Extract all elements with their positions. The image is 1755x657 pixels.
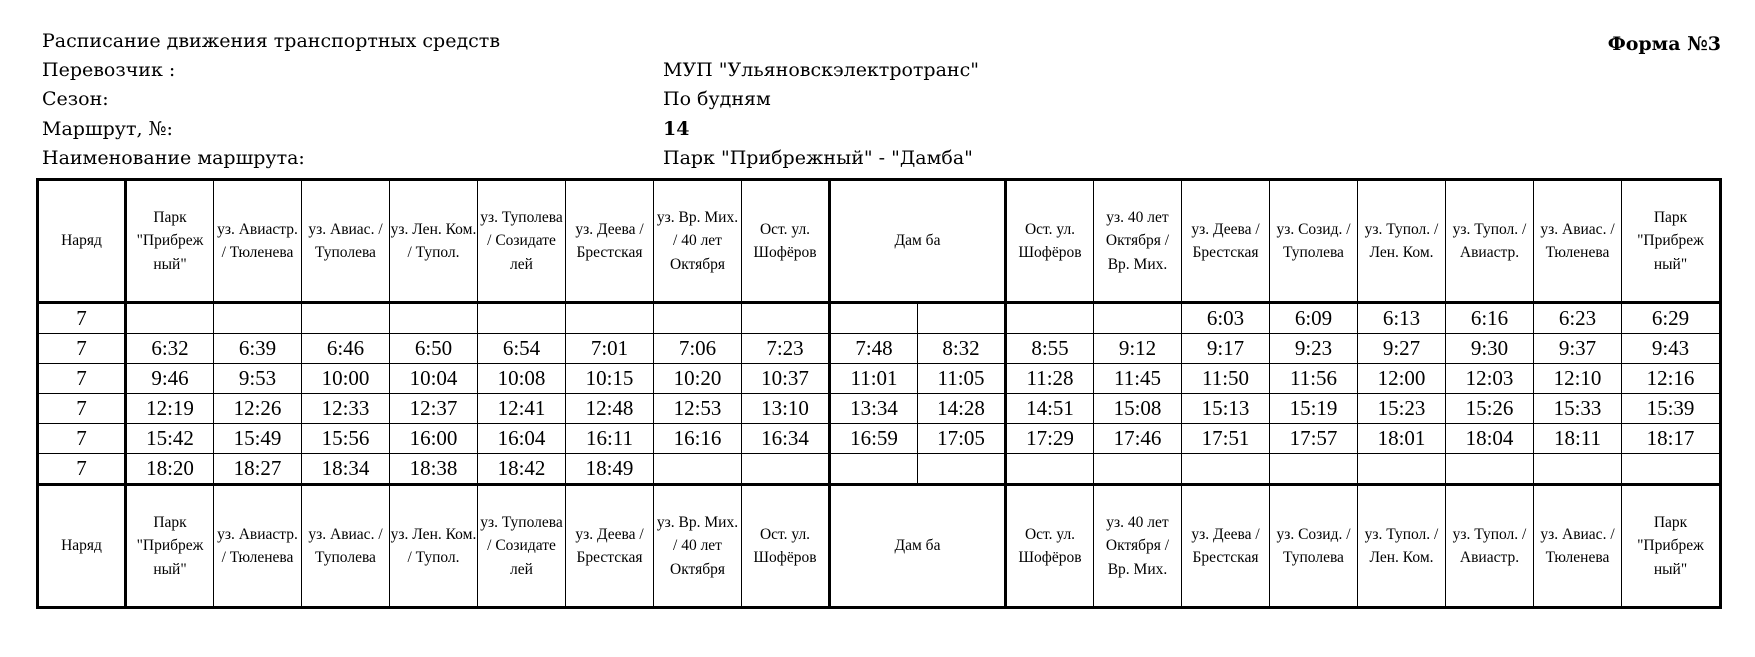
col-avias-tyuleneva-bottom: уз. Авиас. / Тюленева xyxy=(1534,485,1622,608)
col-park-bottom: Парк "Прибреж ный" xyxy=(126,485,214,608)
col-avias-tupoleva: уз. Авиас. / Туполева xyxy=(302,180,390,303)
time-cell xyxy=(566,303,654,334)
carrier-value: МУП "Ульяновскэлектротранс" xyxy=(663,59,979,81)
col-ost-shoferov-2: Ост. ул. Шофёров xyxy=(1006,180,1094,303)
time-cell: 16:59 xyxy=(830,424,918,454)
time-cell: 6:50 xyxy=(390,334,478,364)
time-cell: 11:01 xyxy=(830,364,918,394)
time-cell: 15:39 xyxy=(1622,394,1721,424)
time-cell: 15:19 xyxy=(1270,394,1358,424)
col-sozid-tupoleva-bottom: уз. Созид. / Туполева xyxy=(1270,485,1358,608)
time-cell: 9:43 xyxy=(1622,334,1721,364)
col-tupol-len-kom-bottom: уз. Тупол. / Лен. Ком. xyxy=(1358,485,1446,608)
col-vr-mih-40-let-bottom: уз. Вр. Мих. / 40 лет Октября xyxy=(654,485,742,608)
time-cell: 18:20 xyxy=(126,454,214,485)
time-cell xyxy=(1446,454,1534,485)
col-tupoleva-sozidateley: уз. Туполева / Созидате лей xyxy=(478,180,566,303)
time-cell: 9:12 xyxy=(1094,334,1182,364)
time-cell xyxy=(390,303,478,334)
time-cell xyxy=(918,454,1006,485)
time-cell: 18:34 xyxy=(302,454,390,485)
time-cell xyxy=(742,303,830,334)
time-cell: 6:13 xyxy=(1358,303,1446,334)
time-cell: 13:34 xyxy=(830,394,918,424)
narad-cell: 7 xyxy=(38,334,126,364)
col-aviastr-tyuleneva: уз. Авиастр. / Тюленева xyxy=(214,180,302,303)
time-cell: 9:17 xyxy=(1182,334,1270,364)
time-cell: 17:57 xyxy=(1270,424,1358,454)
time-cell: 14:51 xyxy=(1006,394,1094,424)
table-row xyxy=(38,334,1721,364)
time-cell: 6:09 xyxy=(1270,303,1358,334)
time-cell: 11:28 xyxy=(1006,364,1094,394)
time-cell: 15:56 xyxy=(302,424,390,454)
time-cell: 10:20 xyxy=(654,364,742,394)
time-cell xyxy=(654,303,742,334)
time-cell: 18:49 xyxy=(566,454,654,485)
time-cell: 18:27 xyxy=(214,454,302,485)
time-cell: 12:41 xyxy=(478,394,566,424)
time-cell: 11:50 xyxy=(1182,364,1270,394)
time-cell: 10:08 xyxy=(478,364,566,394)
table-footer-header-row xyxy=(38,485,1721,608)
time-cell: 15:42 xyxy=(126,424,214,454)
narad-cell: 7 xyxy=(38,303,126,334)
time-cell: 12:19 xyxy=(126,394,214,424)
time-cell: 16:16 xyxy=(654,424,742,454)
time-cell xyxy=(1006,454,1094,485)
time-cell: 17:05 xyxy=(918,424,1006,454)
time-cell: 14:28 xyxy=(918,394,1006,424)
time-cell: 8:32 xyxy=(918,334,1006,364)
col-tupol-aviastr: уз. Тупол. / Авиастр. xyxy=(1446,180,1534,303)
schedule-table xyxy=(36,178,1722,609)
col-40-let-vr-mih: уз. 40 лет Октября / Вр. Мих. xyxy=(1094,180,1182,303)
time-cell: 7:23 xyxy=(742,334,830,364)
time-cell: 8:55 xyxy=(1006,334,1094,364)
col-ost-shoferov-2-bottom: Ост. ул. Шофёров xyxy=(1006,485,1094,608)
time-cell: 11:56 xyxy=(1270,364,1358,394)
time-cell: 12:16 xyxy=(1622,364,1721,394)
time-cell: 12:37 xyxy=(390,394,478,424)
col-ost-shoferov: Ост. ул. Шофёров xyxy=(742,180,830,303)
time-cell: 18:04 xyxy=(1446,424,1534,454)
narad-cell: 7 xyxy=(38,394,126,424)
time-cell: 16:11 xyxy=(566,424,654,454)
time-cell: 6:29 xyxy=(1622,303,1721,334)
time-cell: 11:45 xyxy=(1094,364,1182,394)
time-cell: 12:10 xyxy=(1534,364,1622,394)
col-tupoleva-sozidateley-bottom: уз. Туполева / Созидате лей xyxy=(478,485,566,608)
time-cell: 18:38 xyxy=(390,454,478,485)
col-park-2: Парк "Прибреж ный" xyxy=(1622,180,1721,303)
table-row xyxy=(38,303,1721,334)
col-len-kom-tupol: уз. Лен. Ком. / Тупол. xyxy=(390,180,478,303)
time-cell: 10:00 xyxy=(302,364,390,394)
table-row xyxy=(38,394,1721,424)
time-cell xyxy=(654,454,742,485)
route-value: 14 xyxy=(663,118,690,140)
table-header-row xyxy=(38,180,1721,303)
narad-cell: 7 xyxy=(38,424,126,454)
col-damba-bottom: Дам ба xyxy=(830,485,1006,608)
route-name-value: Парк "Прибрежный" - "Дамба" xyxy=(663,147,973,169)
time-cell: 7:48 xyxy=(830,334,918,364)
time-cell xyxy=(478,303,566,334)
col-sozid-tupoleva: уз. Созид. / Туполева xyxy=(1270,180,1358,303)
form-number: Форма №3 xyxy=(1607,33,1721,55)
col-deeva-brestskaya-2: уз. Деева / Брестская xyxy=(1182,180,1270,303)
col-tupol-len-kom: уз. Тупол. / Лен. Ком. xyxy=(1358,180,1446,303)
schedule-title: Расписание движения транспортных средств xyxy=(42,30,501,52)
time-cell xyxy=(1094,303,1182,334)
time-cell: 7:06 xyxy=(654,334,742,364)
time-cell xyxy=(1006,303,1094,334)
col-aviastr-tyuleneva-bottom: уз. Авиастр. / Тюленева xyxy=(214,485,302,608)
time-cell: 6:16 xyxy=(1446,303,1534,334)
time-cell: 18:42 xyxy=(478,454,566,485)
col-narad: Наряд xyxy=(38,180,126,303)
season-value: По будням xyxy=(663,88,771,110)
col-vr-mih-40-let: уз. Вр. Мих. / 40 лет Октября xyxy=(654,180,742,303)
time-cell: 6:46 xyxy=(302,334,390,364)
narad-cell: 7 xyxy=(38,454,126,485)
time-cell: 9:37 xyxy=(1534,334,1622,364)
col-park-2-bottom: Парк "Прибреж ный" xyxy=(1622,485,1721,608)
time-cell: 6:54 xyxy=(478,334,566,364)
table-row xyxy=(38,454,1721,485)
time-cell: 9:53 xyxy=(214,364,302,394)
time-cell xyxy=(918,303,1006,334)
time-cell: 18:17 xyxy=(1622,424,1721,454)
time-cell: 12:26 xyxy=(214,394,302,424)
col-deeva-brestskaya-bottom: уз. Деева / Брестская xyxy=(566,485,654,608)
col-ost-shoferov-bottom: Ост. ул. Шофёров xyxy=(742,485,830,608)
time-cell: 12:33 xyxy=(302,394,390,424)
time-cell: 12:03 xyxy=(1446,364,1534,394)
time-cell: 9:46 xyxy=(126,364,214,394)
time-cell xyxy=(1534,454,1622,485)
col-tupol-aviastr-bottom: уз. Тупол. / Авиастр. xyxy=(1446,485,1534,608)
time-cell xyxy=(302,303,390,334)
time-cell: 9:30 xyxy=(1446,334,1534,364)
time-cell: 12:53 xyxy=(654,394,742,424)
col-deeva-brestskaya-2-bottom: уз. Деева / Брестская xyxy=(1182,485,1270,608)
time-cell: 9:23 xyxy=(1270,334,1358,364)
time-cell: 13:10 xyxy=(742,394,830,424)
time-cell: 16:04 xyxy=(478,424,566,454)
time-cell: 10:04 xyxy=(390,364,478,394)
carrier-label: Перевозчик : xyxy=(42,59,176,81)
time-cell: 18:11 xyxy=(1534,424,1622,454)
time-cell xyxy=(214,303,302,334)
time-cell: 15:13 xyxy=(1182,394,1270,424)
time-cell xyxy=(742,454,830,485)
col-avias-tyuleneva: уз. Авиас. / Тюленева xyxy=(1534,180,1622,303)
narad-cell: 7 xyxy=(38,364,126,394)
table-row xyxy=(38,364,1721,394)
time-cell: 12:48 xyxy=(566,394,654,424)
time-cell: 18:01 xyxy=(1358,424,1446,454)
time-cell: 11:05 xyxy=(918,364,1006,394)
time-cell: 6:23 xyxy=(1534,303,1622,334)
col-deeva-brestskaya: уз. Деева / Брестская xyxy=(566,180,654,303)
col-40-let-vr-mih-bottom: уз. 40 лет Октября / Вр. Мих. xyxy=(1094,485,1182,608)
time-cell: 6:32 xyxy=(126,334,214,364)
col-damba: Дам ба xyxy=(830,180,1006,303)
time-cell: 17:46 xyxy=(1094,424,1182,454)
time-cell xyxy=(1270,454,1358,485)
time-cell xyxy=(126,303,214,334)
time-cell xyxy=(830,454,918,485)
time-cell: 7:01 xyxy=(566,334,654,364)
time-cell: 16:00 xyxy=(390,424,478,454)
time-cell: 10:15 xyxy=(566,364,654,394)
time-cell: 17:29 xyxy=(1006,424,1094,454)
route-name-label: Наименование маршрута: xyxy=(42,147,305,169)
col-len-kom-tupol-bottom: уз. Лен. Ком. / Тупол. xyxy=(390,485,478,608)
route-label: Маршрут, №: xyxy=(42,118,173,140)
season-label: Сезон: xyxy=(42,88,109,110)
time-cell xyxy=(1358,454,1446,485)
col-park: Парк "Прибреж ный" xyxy=(126,180,214,303)
time-cell: 15:49 xyxy=(214,424,302,454)
time-cell: 12:00 xyxy=(1358,364,1446,394)
time-cell: 15:26 xyxy=(1446,394,1534,424)
time-cell: 6:03 xyxy=(1182,303,1270,334)
time-cell: 16:34 xyxy=(742,424,830,454)
time-cell xyxy=(1094,454,1182,485)
time-cell: 9:27 xyxy=(1358,334,1446,364)
time-cell: 15:08 xyxy=(1094,394,1182,424)
time-cell xyxy=(830,303,918,334)
time-cell: 15:33 xyxy=(1534,394,1622,424)
col-avias-tupoleva-bottom: уз. Авиас. / Туполева xyxy=(302,485,390,608)
time-cell: 10:37 xyxy=(742,364,830,394)
time-cell xyxy=(1622,454,1721,485)
col-narad-bottom: Наряд xyxy=(38,485,126,608)
time-cell: 17:51 xyxy=(1182,424,1270,454)
time-cell: 15:23 xyxy=(1358,394,1446,424)
time-cell: 6:39 xyxy=(214,334,302,364)
table-row xyxy=(38,424,1721,454)
time-cell xyxy=(1182,454,1270,485)
